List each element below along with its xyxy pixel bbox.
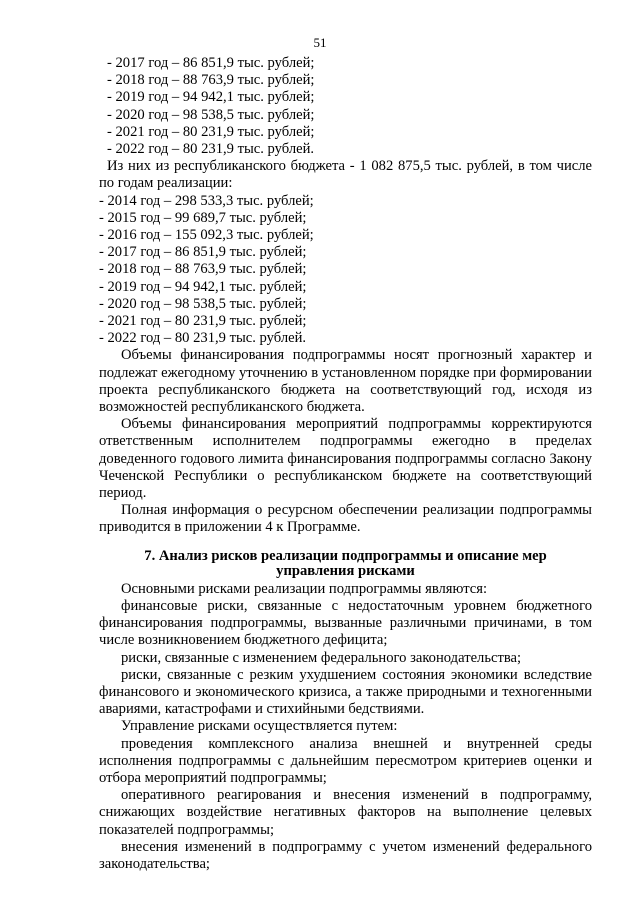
- list-item: - 2020 год – 98 538,5 тыс. рублей;: [107, 106, 315, 123]
- risk-legal: риски, связанные с изменением федерального законодательства;: [121, 649, 522, 666]
- page-content: [99, 55, 592, 873]
- list-item: - 2017 год – 86 851,9 тыс. рублей;: [99, 244, 307, 261]
- total-funding-list-tail: [99, 55, 592, 158]
- section-heading: [99, 549, 592, 579]
- measure-analysis: проведения комплексного анализа внешней и внутренней среды исполнения подпрограммы с дальнейшим пересмотром критериев оценки и отбора мероприятий подпрограммы;: [99, 735, 592, 786]
- paragraph-forecast: Объемы финансирования подпрограммы носят прогнозный характер и подлежат ежегодному уточнению в установленном порядке при формировании проекта республиканского бюджета на соответствующий год, исходя из возможностей республиканского бюджета.: [99, 347, 592, 416]
- list-item: - 2021 год – 80 231,9 тыс. рублей;: [107, 123, 315, 140]
- management-intro: Управление рисками осуществляется путем:: [121, 718, 398, 735]
- list-item: - 2021 год – 80 231,9 тыс. рублей;: [99, 313, 307, 330]
- list-item: - 2018 год – 88 763,9 тыс. рублей;: [107, 72, 315, 89]
- regional-budget-intro: Из них из республиканского бюджета - 1 082 875,5 тыс. рублей, в том числе по годам реализации:: [99, 158, 592, 192]
- list-item: - 2022 год – 80 231,9 тыс. рублей.: [99, 330, 307, 347]
- list-item: - 2017 год – 86 851,9 тыс. рублей;: [107, 55, 315, 71]
- list-item: - 2020 год – 98 538,5 тыс. рублей;: [99, 295, 307, 312]
- list-item: - 2016 год – 155 092,3 тыс. рублей;: [99, 227, 314, 244]
- section-heading-line: 7. Анализ рисков реализации подпрограммы и описание мер: [144, 547, 547, 564]
- list-item: - 2019 год – 94 942,1 тыс. рублей;: [99, 278, 307, 295]
- paragraph-appendix: Полная информация о ресурсном обеспечении реализации подпрограммы приводится в приложении 4 к Программе.: [99, 502, 592, 536]
- section-heading-line: управления рисками: [276, 562, 415, 579]
- list-item: - 2022 год – 80 231,9 тыс. рублей.: [107, 141, 315, 158]
- list-item: - 2018 год – 88 763,9 тыс. рублей;: [99, 261, 307, 278]
- list-item: - 2014 год – 298 533,3 тыс. рублей;: [99, 192, 314, 209]
- regional-funding-list: [99, 193, 592, 348]
- risks-intro: Основными рисками реализации подпрограммы являются:: [121, 580, 488, 597]
- page-number: 51: [313, 35, 327, 50]
- measure-amend: внесения изменений в подпрограмму с учетом изменений федерального законодательства;: [99, 838, 592, 872]
- measure-response: оперативного реагирования и внесения изменений в подпрограмму, снижающих воздействие негативных факторов на выполнение целевых показателей подпрограммы;: [99, 787, 592, 838]
- risk-economic: риски, связанные с резким ухудшением состояния экономики вследствие финансового и экономического кризиса, а также природными и техногенными авариями, катастрофами и стихийными бедствиями.: [99, 666, 592, 718]
- risk-financial: финансовые риски, связанные с недостаточным уровнем бюджетного финансирования подпрограммы, вызванные различными причинами, в том числе возникновением бюджетного дефицита;: [99, 597, 592, 649]
- paragraph-adjustment: Объемы финансирования мероприятий подпрограммы корректируются ответственным исполнителем подпрограммы ежегодно в пределах доведенного годового лимита финансирования подпрограммы согласно Закону Чеченской Республики о республиканском бюджете на соответствующий период.: [99, 416, 592, 502]
- list-item: - 2019 год – 94 942,1 тыс. рублей;: [107, 89, 315, 106]
- list-item: - 2015 год – 99 689,7 тыс. рублей;: [99, 209, 307, 226]
